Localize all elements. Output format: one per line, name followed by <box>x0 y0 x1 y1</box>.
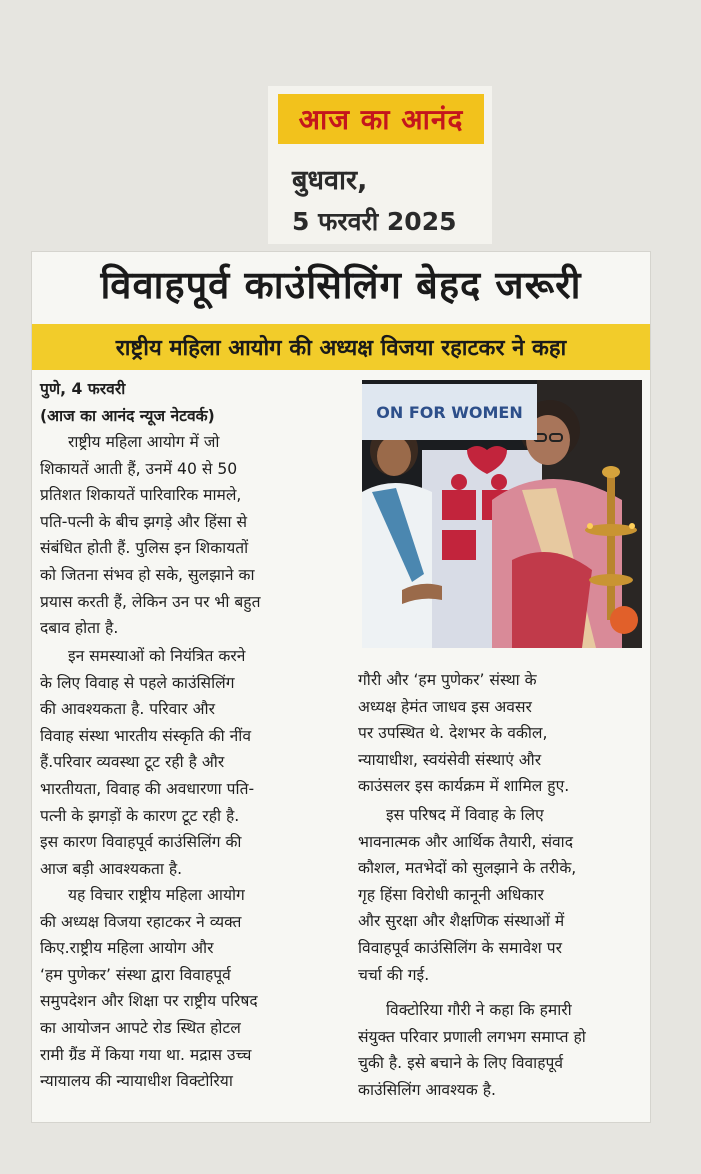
paragraph-3: यह विचार राष्ट्रीय महिला आयोग की अध्यक्ष विजया रहाटकर ने व्यक्त किए.राष्ट्रीय महिला आयोग और ‘हम पुणेकर’ संस्था द्वारा विवाहपूर्व समुपदेशन और शिक्षा पर राष्ट्रीय परिषद का आयोजन आपटे रोड स्थित होटल रामी ग्रैंड में किया गया था. मद्रास उच्च न्यायालय की न्यायाधीश विक्टोरिया <box>40 886 258 1091</box>
publication-date: 5 फरवरी 2025 <box>292 207 457 236</box>
headline: विवाहपूर्व काउंसिलिंग बेहद जरूरी <box>100 263 582 307</box>
paragraph-1: राष्ट्रीय महिला आयोग में जो शिकायतें आती हैं, उनमें 40 से 50 प्रतिशत शिकायतें पारिवारिक मामले, पति-पत्नी के बीच झगड़े और हिंसा से संबंधित होती हैं. पुलिस इन शिकायतों को जितना संभव हो सके, सुलझाने का प्रयास करती हैं, लेकिन उन पर भी बहुत दबाव होता है. <box>40 433 261 638</box>
photo-banner: ON FOR WOMEN <box>362 384 537 440</box>
event-photo <box>362 380 642 648</box>
subheadline: राष्ट्रीय महिला आयोग की अध्यक्ष विजया रहाटकर ने कहा <box>32 324 650 370</box>
masthead <box>268 86 492 244</box>
paragraph-5: इस परिषद में विवाह के लिए भावनात्मक और आर्थिक तैयारी, संवाद कौशल, मतभेदों को सुलझाने के तरीके, गृह हिंसा विरोधी कानूनी अधिकार और सुरक्षा और शैक्षणिक संस्थाओं में विवाहपूर्व काउंसिलिंग के समावेश पर चर्चा की गई. <box>358 806 577 984</box>
dateline: पुणे, 4 फरवरी <box>40 380 126 398</box>
paragraph-4: गौरी और ‘हम पुणेकर’ संस्था के अध्यक्ष हेमंत जाधव इस अवसर पर उपस्थित थे. देशभर के वकील, न्यायाधीश, स्वयंसेवी संस्थाएं और काउंसलर इस कार्यक्रम में शामिल हुए. <box>358 671 570 796</box>
news-clipping <box>32 252 650 1122</box>
byline: (आज का आनंद न्यूज नेटवर्क) <box>40 407 215 425</box>
paragraph-2: इन समस्याओं को नियंत्रित करने के लिए विवाह से पहले काउंसिलिंग की आवश्यकता है. परिवार और विवाह संस्था भारतीय संस्कृति की नींव हैं.परिवार व्यवस्था टूट रही है और भारतीयता, विवाह की अवधारणा पति- पत्नी के झगड़ों के कारण टूट रही है. इस कारण विवाहपूर्व काउंसिलिंग की आज बड़ी आवश्यकता है. <box>40 647 255 878</box>
paper-name: आज का आनंद <box>278 94 484 144</box>
publication-day: बुधवार, <box>292 165 368 196</box>
paragraph-6: विक्टोरिया गौरी ने कहा कि हमारी संयुक्त परिवार प्रणाली लगभग समाप्त हो चुकी है. इसे बचाने के लिए विवाहपूर्व काउंसिलिंग आवश्यक है. <box>358 1001 586 1099</box>
